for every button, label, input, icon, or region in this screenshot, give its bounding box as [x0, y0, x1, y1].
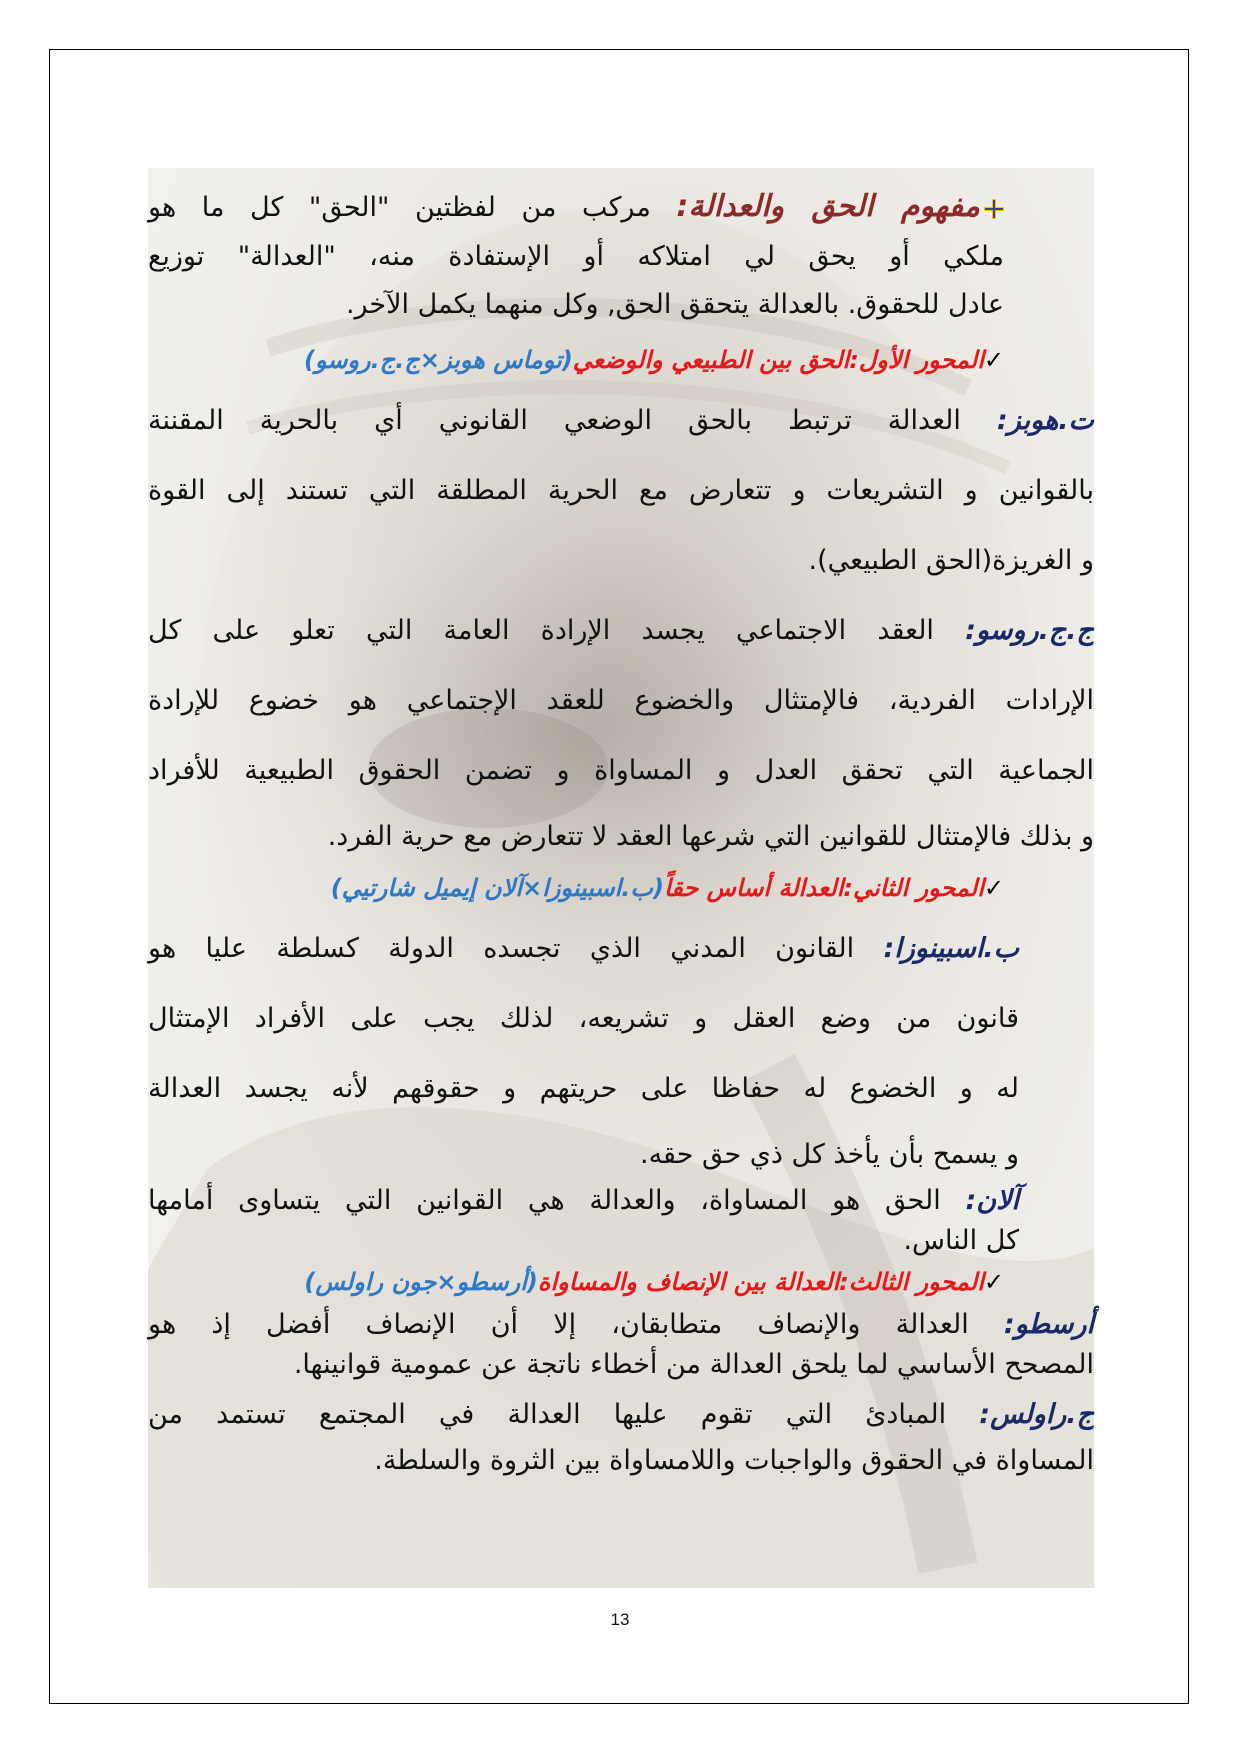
- spinoza-line-3: له و الخضوع له حفاظا على حريتهم و حقوقهم لأنه يجسد العدالة: [148, 1073, 1019, 1104]
- axis-1-heading: ✓المحور الأول:الحق بين الطبيعي والوضعي(توماس هوبز×ج.ج.روسو): [303, 346, 1004, 374]
- intro-title: مفهوم الحق والعدالة:: [676, 189, 980, 224]
- spinoza-line-4: و يسمح بأن يأخذ كل ذي حق حقه.: [639, 1139, 1019, 1170]
- check-icon: ✓: [983, 1268, 1004, 1296]
- spinoza-name: ب.اسبينوزا:: [883, 933, 1019, 964]
- rousseau-line-3: الجماعية التي تحقق العدل و المساواة و تضمن الحقوق الطبيعية للأفراد: [148, 755, 1094, 786]
- rousseau-line-2: الإرادات الفردية، فالإمتثال والخضوع للعقد الإجتماعي هو خضوع للإرادة: [148, 685, 1094, 716]
- rawls-line-1: ج.راولس: المبادئ التي تقوم عليها العدالة في المجتمع تستمد من: [148, 1399, 1094, 1430]
- hobbes-name: ت.هوبز:: [996, 405, 1094, 436]
- spinoza-line-1: ب.اسبينوزا: القانون المدني الذي تجسده الدولة كسلطة عليا هو: [148, 933, 1019, 964]
- intro-line-1: مفهوم الحق والعدالة: مركب من لفظتين "الحق" كل ما هو: [148, 190, 1004, 225]
- hobbes-line-2: بالقوانين و التشريعات و تتعارض مع الحرية المطلقة التي تستند إلى القوة: [148, 475, 1094, 506]
- axis-3-heading: ✓المحور الثالث:العدالة بين الإنصاف والمساواة(أرسطو×جون راولس): [304, 1268, 1004, 1296]
- hobbes-line-1: ت.هوبز: العدالة ترتبط بالحق الوضعي القانوني أي بالحرية المقننة: [148, 405, 1094, 436]
- aristotle-line-2: المصحح الأساسي لما يلحق العدالة من أخطاء ناتجة عن عمومية قوانينها.: [293, 1349, 1094, 1380]
- alain-line-1: آلان: الحق هو المساواة، والعدالة هي القوانين التي يتساوى أمامها: [148, 1185, 1019, 1216]
- aristotle-name: أرسطو:: [1003, 1309, 1094, 1340]
- star-bullet-icon: [984, 199, 1004, 219]
- intro-line-2: ملكي أو يحق لي امتلاكه أو الإستفادة منه، "العدالة" توزيع: [148, 241, 1004, 272]
- hobbes-line-3: و الغريزة(الحق الطبيعي).: [808, 545, 1094, 576]
- document-content: [148, 168, 1094, 1588]
- rousseau-line-4: و بذلك فالإمتثال للقوانين التي شرعها العقد لا تتعارض مع حرية الفرد.: [327, 821, 1094, 852]
- check-icon: ✓: [983, 346, 1004, 374]
- alain-name: آلان:: [965, 1185, 1019, 1216]
- rawls-line-2: المساواة في الحقوق والواجبات واللامساواة بين الثروة والسلطة.: [374, 1445, 1094, 1476]
- rawls-name: ج.راولس:: [979, 1399, 1094, 1430]
- aristotle-line-1: أرسطو: العدالة والإنصاف متطابقان، إلا أن الإنصاف أفضل إذ هو: [148, 1309, 1094, 1340]
- alain-line-2: كل الناس.: [903, 1225, 1019, 1256]
- rousseau-name: ج.ج.روسو:: [965, 615, 1094, 646]
- check-icon: ✓: [983, 874, 1004, 902]
- page-number: 13: [610, 1610, 630, 1629]
- intro-line-3: عادل للحقوق. بالعدالة يتحقق الحق, وكل منهما يكمل الآخر.: [345, 289, 1004, 320]
- axis-2-heading: ✓المحور الثاني:العدالة أساس حقاً(ب.اسبينوزا×آلان إيميل شارتيي): [330, 874, 1004, 902]
- spinoza-line-2: قانون من وضع العقل و تشريعه، لذلك يجب على الأفراد الإمتثال: [148, 1003, 1019, 1034]
- rousseau-line-1: ج.ج.روسو: العقد الاجتماعي يجسد الإرادة العامة التي تعلو على كل: [148, 615, 1094, 646]
